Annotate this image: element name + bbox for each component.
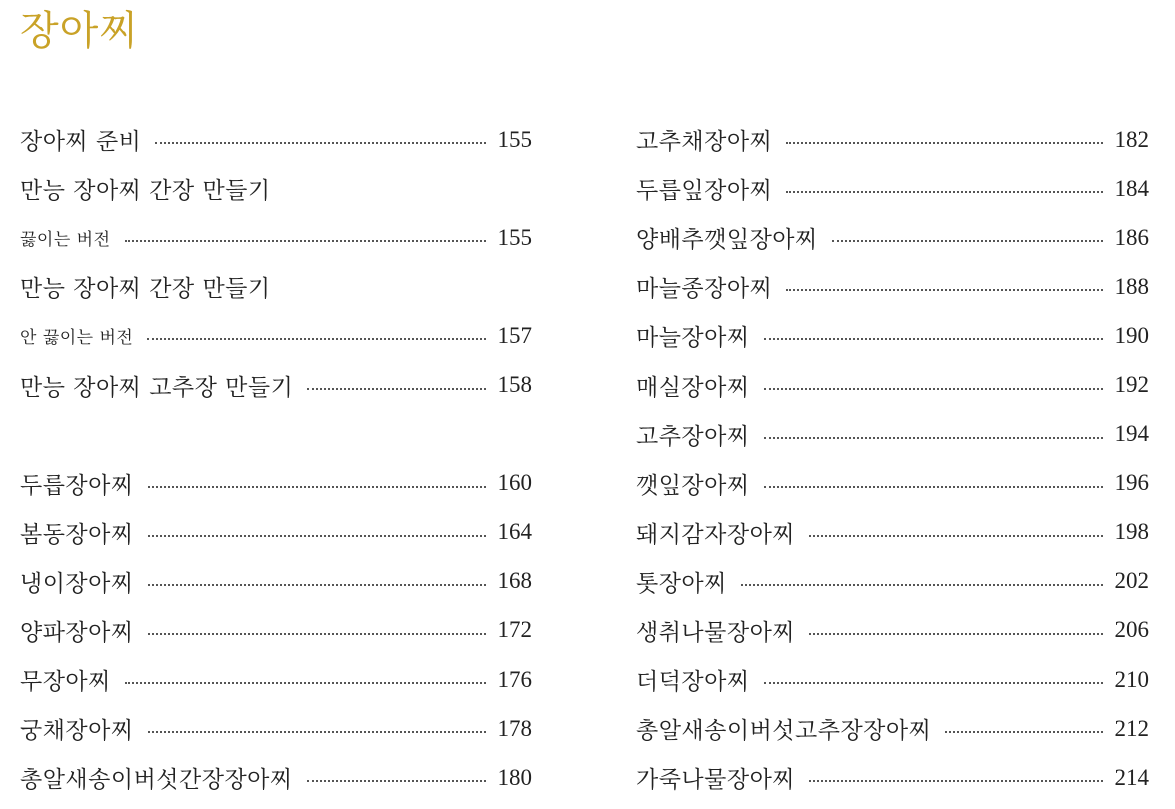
toc-entry-label: 안 끓이는 버전 [20,328,134,349]
toc-entry-label: 궁채장아찌 [20,718,134,745]
toc-entry-page-number: 206 [1114,617,1149,643]
toc-entry-label: 만능 장아찌 간장 만들기 [20,178,271,205]
toc-entry-page-number: 164 [497,519,532,545]
dot-leader [148,730,486,733]
toc-entry-label: 돼지감자장아찌 [636,521,796,548]
toc-entry[interactable] [20,164,532,213]
dot-leader [786,288,1102,291]
toc-entry-label: 깻잎장아찌 [636,472,750,499]
toc-entry-label: 양배추깻잎장아찌 [636,227,818,254]
toc-entry-page-number: 157 [497,322,532,348]
toc-entry[interactable] [20,115,532,164]
toc-entry[interactable] [20,753,532,802]
dot-leader [809,534,1102,537]
dot-leader [148,485,486,488]
toc-entry-page-number: 212 [1114,715,1149,741]
toc-entry-page-number: 180 [497,764,532,790]
toc-entry[interactable] [20,655,532,704]
toc-entry[interactable] [636,557,1149,606]
toc-entry[interactable] [636,360,1149,409]
dot-leader [764,681,1103,684]
toc-entry[interactable] [636,410,1149,459]
toc-entry-page-number: 184 [1114,175,1149,201]
dot-leader [786,190,1102,193]
toc-entry-page-number: 186 [1114,224,1149,250]
dot-leader [148,632,486,635]
toc-entry-label: 매실장아찌 [636,374,750,401]
toc-entry[interactable] [636,704,1149,753]
dot-leader [155,141,485,144]
toc-entry-page-number: 172 [497,617,532,643]
dot-leader [148,534,486,537]
dot-leader [832,239,1103,242]
dot-leader [125,681,486,684]
toc-entry-page-number: 158 [497,372,532,398]
toc-entry[interactable] [20,262,532,311]
toc-entry[interactable] [636,655,1149,704]
toc-entry[interactable] [20,508,532,557]
toc-entry-label: 톳장아찌 [636,570,727,597]
toc-entry-label: 끓이는 버전 [20,230,111,251]
toc-entry-page-number: 160 [497,470,532,496]
toc-entry-page-number: 188 [1114,273,1149,299]
toc-entry-label: 마늘장아찌 [636,325,750,352]
toc-entry[interactable] [20,360,532,409]
toc-entry-label: 고추장아찌 [636,423,750,450]
dot-leader [307,387,485,390]
toc-entry-page-number: 202 [1114,568,1149,594]
toc-entry-page-number: 214 [1114,764,1149,790]
toc-entry-label: 총알새송이버섯간장장아찌 [20,767,293,794]
toc-entry[interactable] [20,213,532,262]
toc-entry[interactable] [20,459,532,508]
toc-entry-label: 두릅잎장아찌 [636,178,773,205]
toc-entry-page-number: 196 [1114,470,1149,496]
toc-entry[interactable] [636,115,1149,164]
dot-leader [125,239,486,242]
dot-leader [741,583,1103,586]
toc-entry[interactable] [636,459,1149,508]
toc-entry[interactable] [636,508,1149,557]
dot-leader [764,387,1103,390]
toc-left-column [20,115,532,802]
dot-leader [945,730,1102,733]
toc-entry-label: 고추채장아찌 [636,129,773,156]
toc-entry[interactable] [20,606,532,655]
toc-entry-label: 봄동장아찌 [20,521,134,548]
page-title: 장아찌 [20,8,139,54]
toc-right-column [636,115,1149,802]
toc-entry-label: 만능 장아찌 고추장 만들기 [20,374,294,401]
toc-entry-label: 만능 장아찌 간장 만들기 [20,276,271,303]
dot-leader [764,485,1103,488]
toc-entry-page-number: 194 [1114,421,1149,447]
toc-entry[interactable] [636,213,1149,262]
toc-entry-label: 더덕장아찌 [636,669,750,696]
toc-entry[interactable] [636,606,1149,655]
toc-entry-label: 두릅장아찌 [20,472,134,499]
toc-entry-page-number: 176 [497,666,532,692]
dot-leader [147,337,485,340]
toc-entry-page-number: 210 [1114,666,1149,692]
toc-entry[interactable] [20,557,532,606]
dot-leader [809,632,1102,635]
toc-entry-label: 양파장아찌 [20,619,134,646]
dot-leader [786,141,1102,144]
toc-entry-label: 총알새송이버섯고추장장아찌 [636,718,932,745]
toc-entry-page-number: 182 [1114,126,1149,152]
toc-entry-page-number: 155 [497,224,532,250]
toc-entry[interactable] [20,311,532,360]
toc-entry-page-number: 178 [497,715,532,741]
toc-entry-page-number: 155 [497,126,532,152]
dot-leader [764,436,1103,439]
toc-entry[interactable] [20,704,532,753]
toc-spacer [20,410,532,459]
dot-leader [764,337,1103,340]
toc-entry-label: 무장아찌 [20,669,111,696]
toc-entry[interactable] [636,753,1149,802]
toc-entry[interactable] [636,164,1149,213]
toc-entry[interactable] [636,262,1149,311]
toc-entry-label: 생취나물장아찌 [636,619,796,646]
toc-entry[interactable] [636,311,1149,360]
toc-entry-page-number: 168 [497,568,532,594]
toc-entry-label: 마늘종장아찌 [636,276,773,303]
toc-entry-label: 가죽나물장아찌 [636,767,796,794]
toc-entry-page-number: 198 [1114,519,1149,545]
toc-entry-label: 장아찌 준비 [20,129,142,156]
dot-leader [307,779,486,782]
dot-leader [809,779,1102,782]
dot-leader [148,583,486,586]
toc-entry-label: 냉이장아찌 [20,570,134,597]
toc-entry-page-number: 190 [1114,322,1149,348]
toc-entry-page-number: 192 [1114,372,1149,398]
